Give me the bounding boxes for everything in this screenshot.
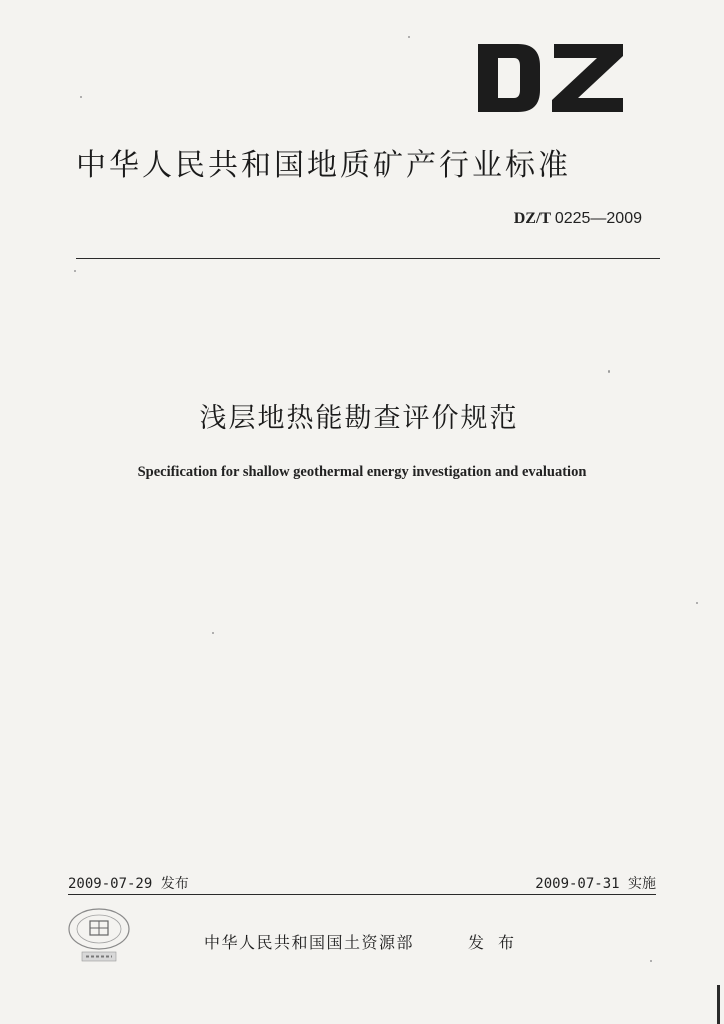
- scan-speck: [212, 632, 214, 634]
- document-title-en: Specification for shallow geothermal energy investigation and evaluation: [137, 464, 587, 480]
- publisher-name: 中华人民共和国国土资源部: [204, 933, 415, 952]
- standard-number-value: 0225—2009: [554, 210, 642, 227]
- scan-speck: [696, 602, 698, 604]
- standard-category-title: 中华人民共和国地质矿产行业标准: [76, 148, 571, 183]
- scan-speck: [608, 370, 610, 373]
- scan-speck: [408, 36, 410, 38]
- issue-date: 2009-07-29 发布: [68, 876, 189, 892]
- standard-number-prefix: DZ/T: [513, 210, 551, 227]
- publish-label: 发布: [468, 933, 529, 952]
- scan-edge-mark: [717, 985, 720, 1024]
- dz-logo: [478, 44, 623, 112]
- scan-speck: [80, 96, 82, 98]
- bottom-divider: [68, 894, 656, 895]
- standard-number: [514, 210, 642, 228]
- document-title-cn: 浅层地热能勘查评价规范: [199, 403, 519, 434]
- publisher-seal-icon: [62, 905, 136, 965]
- implementation-date: 2009-07-31 实施: [535, 876, 656, 892]
- scan-speck: [74, 270, 76, 272]
- scan-speck: [650, 960, 652, 962]
- dz-logo-graphic: [478, 44, 623, 112]
- top-divider: [76, 258, 660, 259]
